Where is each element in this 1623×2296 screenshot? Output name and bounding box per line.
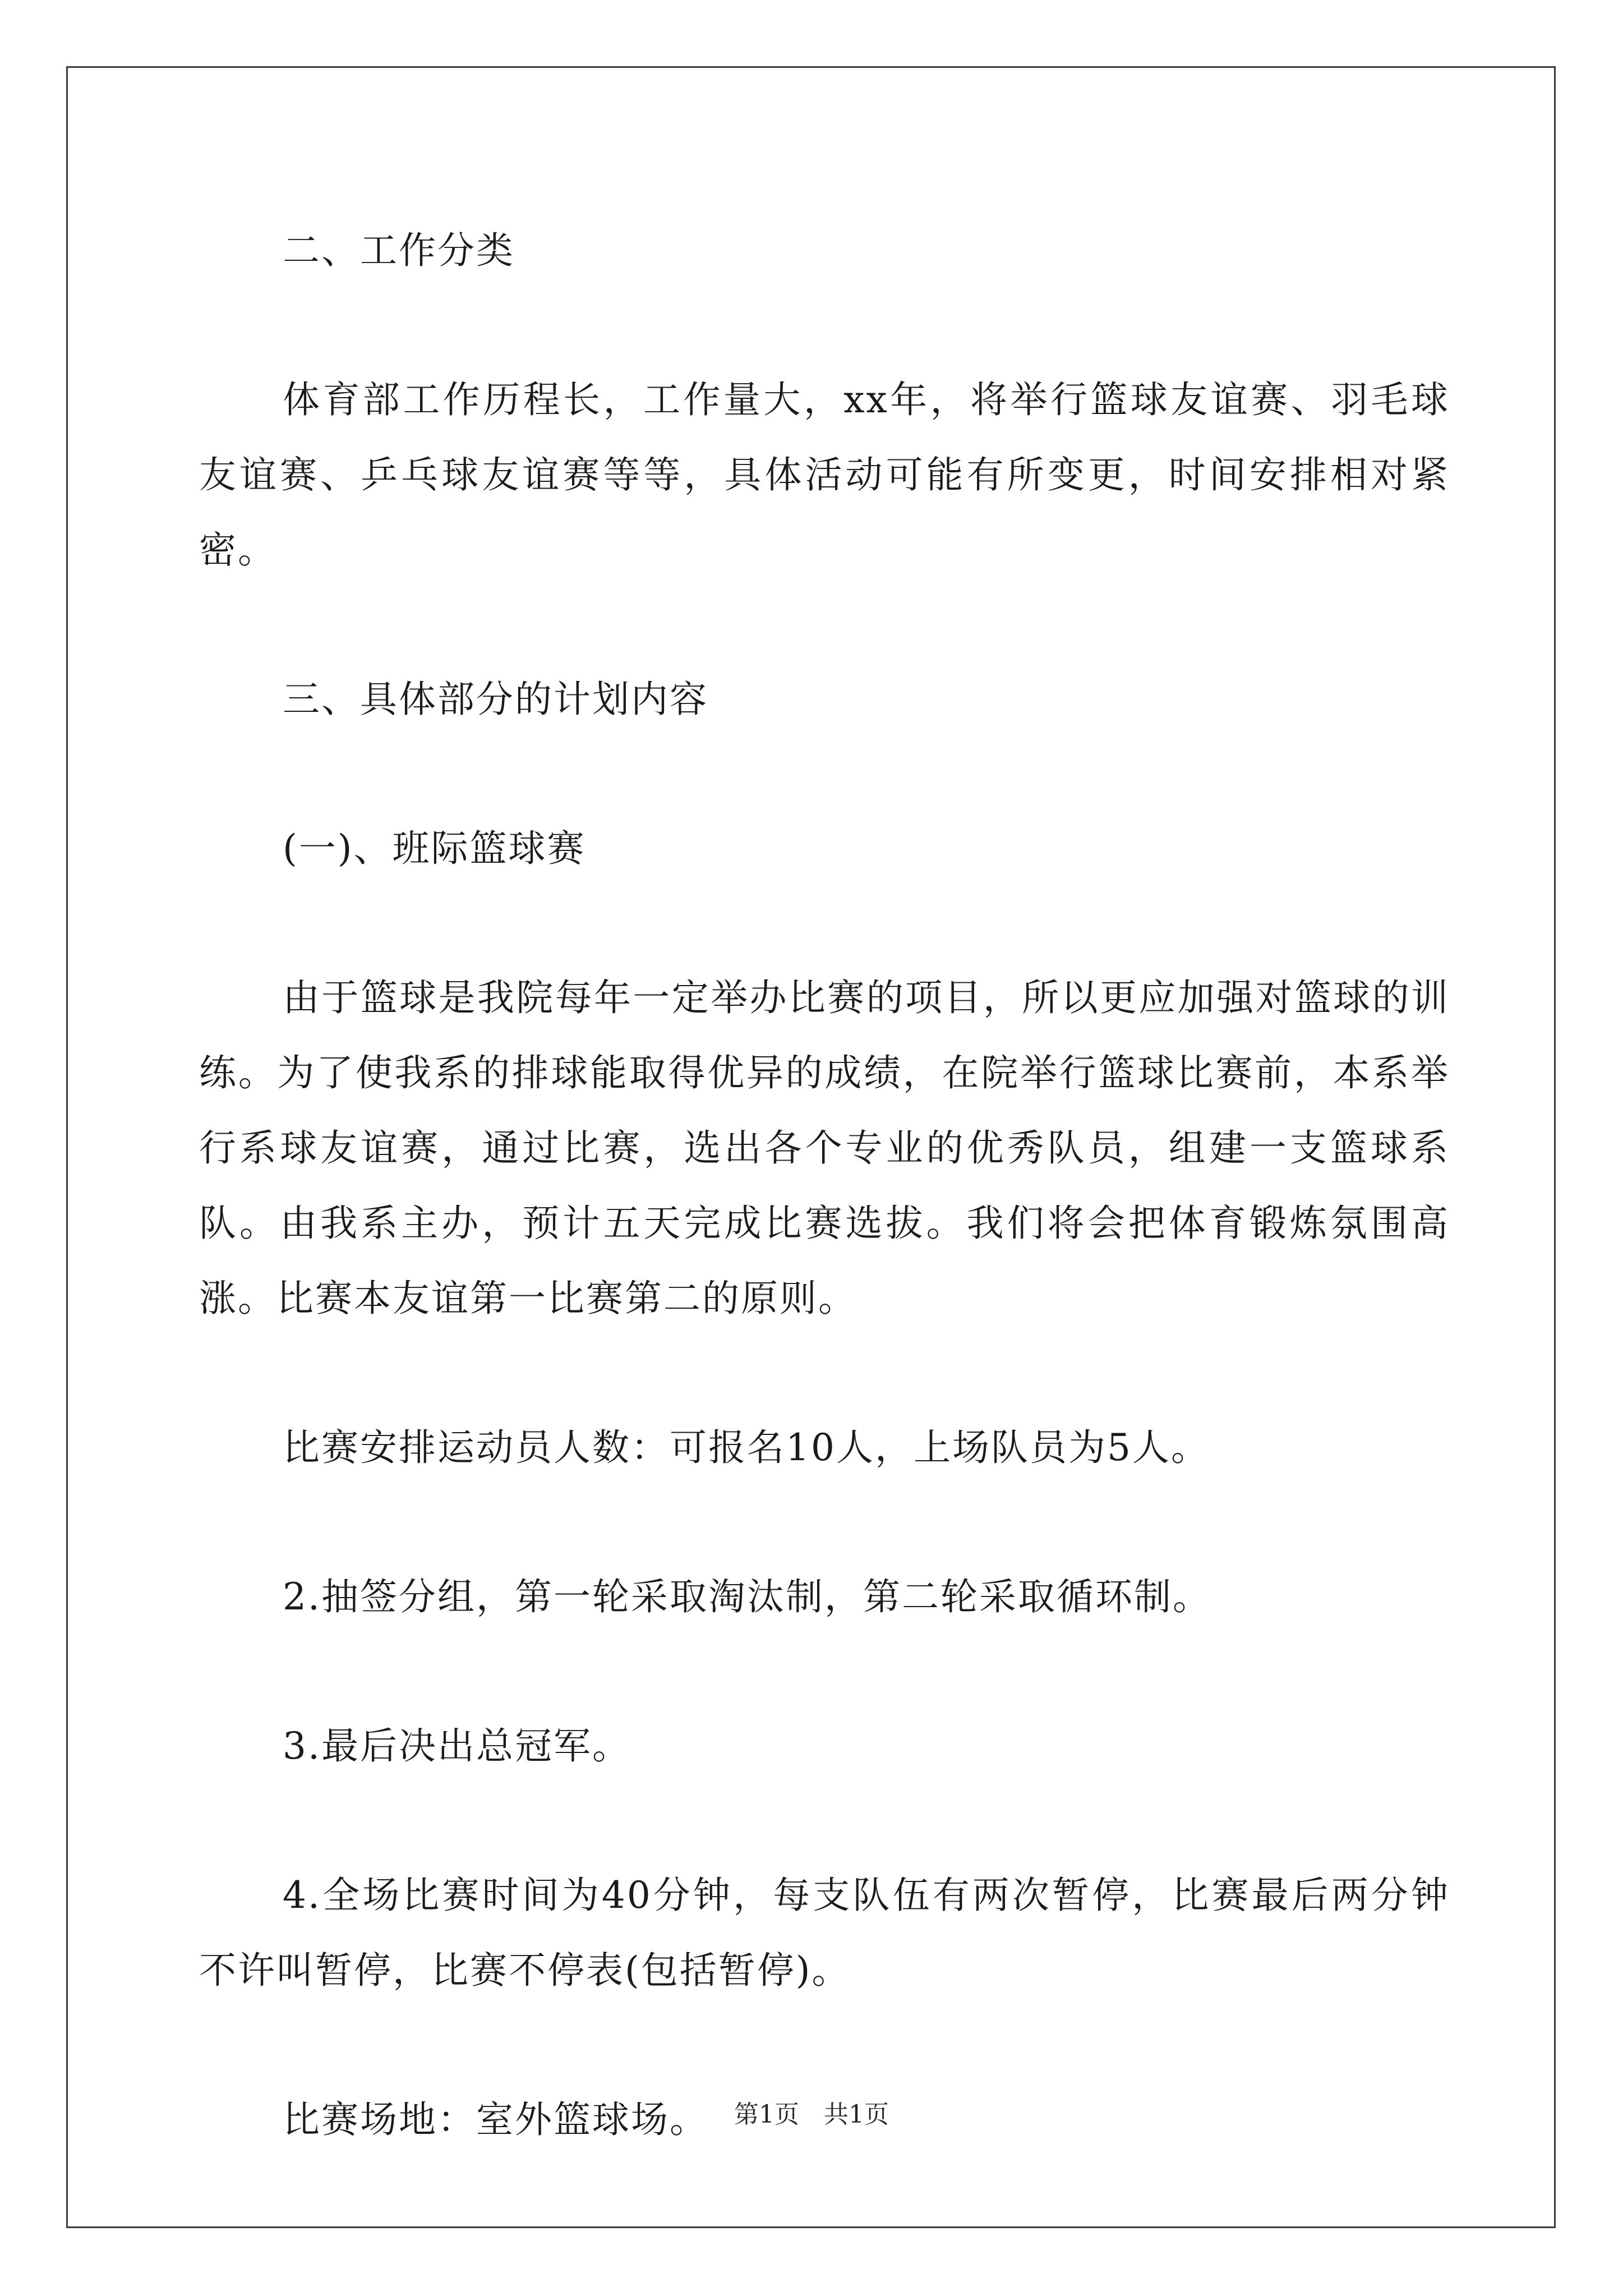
section-heading-plan-contents: 三、具体部分的计划内容: [283, 678, 708, 721]
document-body: [199, 213, 1450, 2231]
page-number-footer: 第1页 共1页: [734, 2100, 889, 2129]
subheading-class-basketball: (一)、班际篮球赛: [283, 827, 586, 870]
paragraph-venue: 比赛场地：室外篮球场。: [283, 2098, 708, 2141]
list-item-match-time: 4.全场比赛时间为40分钟，每支队伍有两次暂停，比赛最后两分钟不许叫暂停，比赛不停表(包括暂停)。: [199, 1874, 1450, 1992]
paragraph-player-count: 比赛安排运动员人数：可报名10人，上场队员为5人。: [283, 1426, 1210, 1469]
section-heading-work-categories: 二、工作分类: [283, 229, 515, 272]
paragraph-basketball-purpose: 由于篮球是我院每年一定举办比赛的项目，所以更应加强对篮球的训练。为了使我系的排球能取得优异的成绩，在院举行篮球比赛前，本系举行系球友谊赛，通过比赛，选出各个专业的优秀队员，组建一支篮球系队。由我系主办，预计五天完成比赛选拔。我们将会把体育锻炼氛围高涨。比赛本友谊第一比赛第二的原则。: [199, 976, 1450, 1320]
paragraph-work-overview: 体育部工作历程长，工作量大，xx年，将举行篮球友谊赛、羽毛球友谊赛、乒乓球友谊赛等等，具体活动可能有所变更，时间安排相对紧密。: [199, 378, 1450, 572]
list-item-champion: 3.最后决出总冠军。: [283, 1724, 631, 1768]
list-item-draw-groups: 2.抽签分组，第一轮采取淘汰制，第二轮采取循环制。: [283, 1575, 1211, 1618]
